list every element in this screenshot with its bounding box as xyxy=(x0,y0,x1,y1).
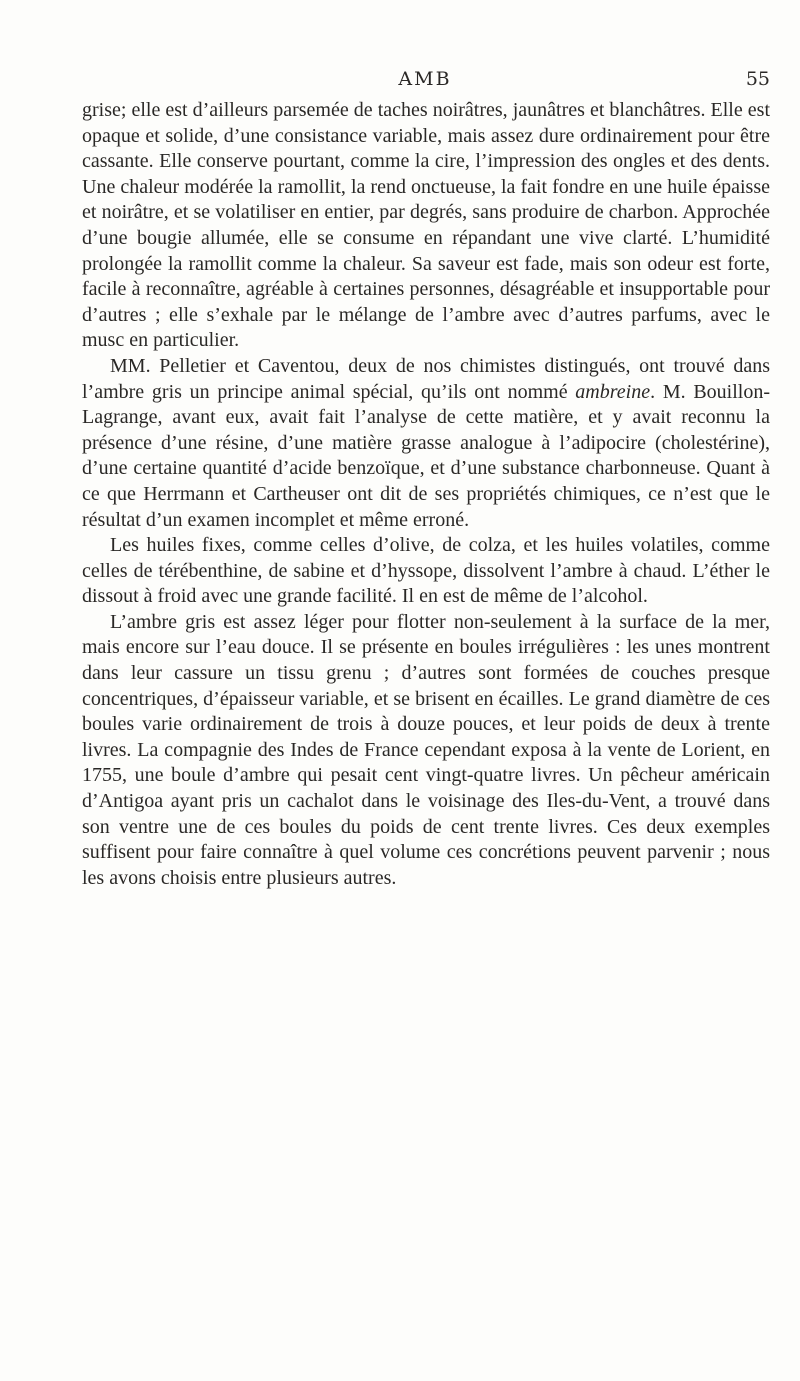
italic-term: ambreine xyxy=(575,380,651,403)
page-header xyxy=(80,68,770,98)
running-head: AMB xyxy=(398,68,452,90)
text-run: Les huiles fixes, comme celles d’olive, de colza, et les huiles volatiles, comme celles de térébenthine, de sabine et d’hyssope, dissolvent l’ambre à chaud. L’éther le dissout à froid avec une grande facilité. Il en est de même de l’alcohol. xyxy=(82,534,770,608)
paragraph xyxy=(82,533,770,610)
text-run: grise; elle est d’ailleurs parsemée de taches noirâtres, jaunâtres et blanchâtres. Elle est opaque et solide, d’une consistance variable, mais assez dure ordinairement pour être cassante. Elle conserve pourtant, comme la cire, l’impression des ongles et des dents. Une chaleur modérée la ramollit, la rend onctueuse, la fait fondre en une huile épaisse et noirâtre, et se volatiliser en entier, par degrés, sans produire de charbon. Approchée d’une bougie allumée, elle se consume en répandant une vive clarté. L’humidité prolongée la ramollit comme la chaleur. Sa saveur est fade, mais son odeur est forte, facile à reconnaître, agréable à certaines personnes, désagréable et insupportable pour d’autres ; elle s’exhale par le mélange de l’ambre avec d’autres parfums, avec le musc en particulier. xyxy=(82,99,770,352)
text-run: . M. Bouillon-Lagrange, avant eux, avait fait l’analyse de cette matière, et y avait reconnu la présence d’une résine, d’une matière grasse analogue à l’adipocire (cholestérine), d’une certaine quantité d’acide benzoïque, et d’une substance charbonneuse. Quant à ce que Herrmann et Cartheuser ont dit de ses propriétés chimiques, ce n’est que le résultat d’un examen incomplet et même erroné. xyxy=(82,380,770,531)
text-run: L’ambre gris est assez léger pour flotter non-seulement à la surface de la mer, mais encore sur l’eau douce. Il se présente en boules irrégulières : les unes montrent dans leur cassure un tissu grenu ; d’autres sont formées de couches presque concentriques, d’épaisseur variable, et se brisent en écailles. Le grand diamètre de ces boules varie ordinairement de trois à douze pouces, et leur poids de deux à trente livres. La compagnie des Indes de France cependant exposa à la vente de Lorient, en 1755, une boule d’ambre qui pesait cent vingt-quatre livres. Un pêcheur américain d’Antigoa ayant pris un cachalot dans le voisinage des Iles-du-Vent, a trouvé dans son ventre une de ces boules du poids de cent trente livres. Ces deux exemples suffisent pour faire connaître à quel volume ces concrétions peuvent parvenir ; nous les avons choisis entre plusieurs autres. xyxy=(82,610,770,889)
paragraph xyxy=(82,610,770,892)
paragraph xyxy=(82,98,770,354)
paragraph xyxy=(82,354,770,533)
body-text xyxy=(82,98,770,891)
text-run: MM. Pelletier et Caventou, deux de nos chimistes distingués, ont trouvé dans l’ambre gris un principe animal spécial, qu’ils ont nommé xyxy=(82,354,770,403)
page-number: 55 xyxy=(745,68,770,90)
